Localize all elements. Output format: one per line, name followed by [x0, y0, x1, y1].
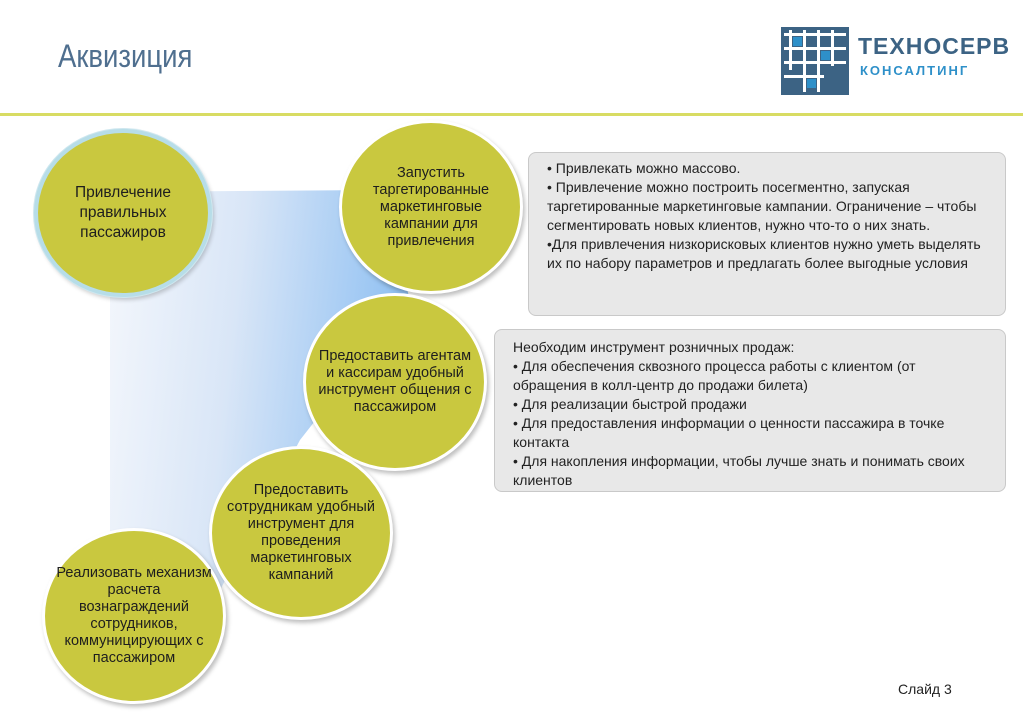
logo-subtitle: КОНСАЛТИНГ [860, 63, 970, 78]
info-line: •Для привлечения низкорисковых клиентов нужно уметь выделять их по набору параметров и предлагать более выгодные условия [547, 236, 981, 271]
circle-label: Запустить таргетированные маркетинговые кампании для привлечения [372, 164, 490, 249]
circle-label: Предоставить сотрудникам удобный инструмент для проведения маркетинговых кампаний [227, 482, 375, 583]
info-line: • Привлекать можно массово. [547, 160, 741, 176]
info-line: Необходим инструмент розничных продаж: [513, 339, 795, 355]
info-line: • Для предоставления информации о ценности пассажира в точке контакта [513, 415, 945, 450]
info-line: • Для обеспечения сквозного процесса работы с клиентом (от обращения в колл-центр до продажи билета) [513, 358, 916, 393]
circle-label: Реализовать механизм расчета вознаграждений сотрудников, коммуницирующих с пассажиром [56, 565, 212, 666]
logo-name: ТЕХНОСЕРВ [858, 33, 1011, 59]
info-box-retail-tool [494, 329, 1006, 492]
info-line: • Для накопления информации, чтобы лучше знать и понимать своих клиентов [513, 453, 965, 488]
info-line: • Привлечение можно построить посегментно, запуская таргетированные маркетинговые кампании. Ограничение – чтобы сегментировать новых клиентов, нужно что-то о них знать. [547, 179, 977, 233]
circle-reward-mechanism [42, 528, 226, 704]
circle-targeted-campaigns [339, 120, 523, 294]
info-line: • Для реализации быстрой продажи [513, 396, 747, 412]
circle-employees-tool [209, 446, 393, 620]
circle-label: Предоставить агентам и кассирам удобный инструмент общения с пассажиром [318, 348, 472, 415]
slide-title: Аквизиция [58, 38, 193, 74]
circle-attract-passengers [34, 129, 212, 297]
circle-agents-tool [303, 293, 487, 471]
info-box-attraction [528, 152, 1006, 316]
slide-number: Слайд 3 [898, 681, 952, 697]
circle-label: Привлечение правильных пассажиров [75, 184, 171, 241]
